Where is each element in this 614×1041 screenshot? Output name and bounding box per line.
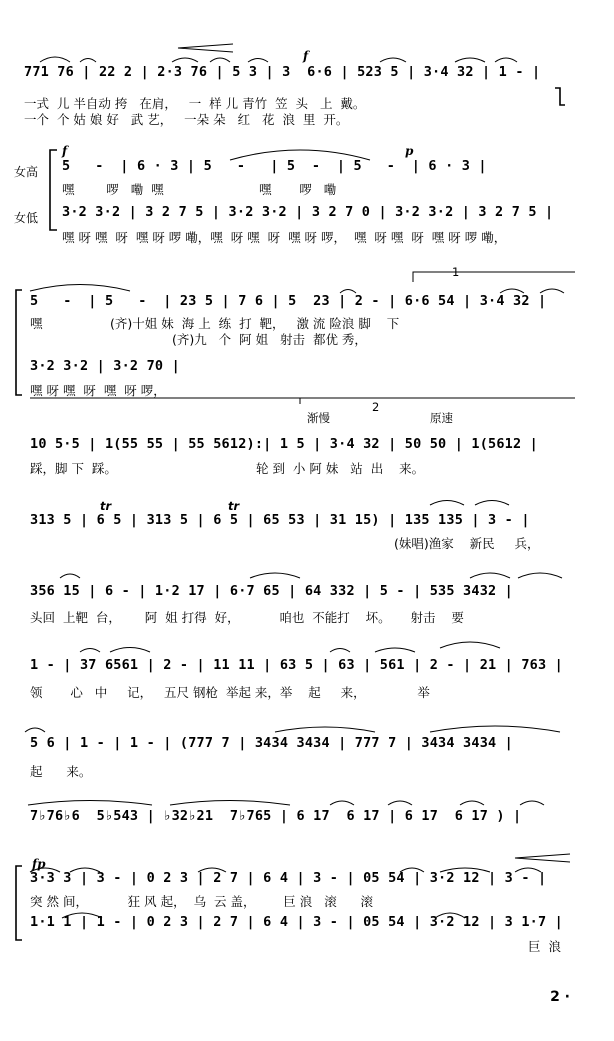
system3-lyrics-verse2: (齐)九 个 阿 姐 射击 都优 秀， xyxy=(172,332,367,347)
system4-lyrics: 踩，脚 下 踩。 轮 到 小 阿 妹 站 出 来。 xyxy=(30,461,425,476)
system2-soprano-melody: 5 - | 6 · 3 | 5 - | 5 - | 5 - | 6 · 3 | xyxy=(62,158,487,174)
dynamic-forte: f xyxy=(62,144,68,158)
system4-melody: 10 5·5 | 1(55 55 | 55 5612):| 1 5 | 3·4 32 | 50 50 | 1(5612 | xyxy=(30,436,538,452)
system6-lyrics: 头回 上靶 台， 阿 姐 打得 好， 咱也 不能打 坏。 射击 要 xyxy=(30,610,464,625)
dynamic-forte-piano: fp xyxy=(32,857,46,871)
system2-soprano-lyrics: 嘿 啰 嘞 嘿 嘿 啰 嘞 xyxy=(62,182,337,197)
system8-lyrics: 起 来。 xyxy=(30,764,92,779)
trill-mark: tr xyxy=(100,499,112,513)
system3-lyrics-verse1: 嘿 (齐)十姐 妹 海 上 练 打 靶， 激 流 险浪 脚 下 xyxy=(30,316,400,331)
system3-lower-lyrics: 嘿 呀 嘿 呀 嘿 呀 啰， xyxy=(30,383,166,398)
tempo-a-tempo: 原速 xyxy=(430,411,453,425)
voice-label-alto: 女低 xyxy=(14,211,39,225)
page-number: 2 · xyxy=(550,989,570,1005)
system2-alto-lyrics: 嘿 呀 嘿 呀 嘿 呀 啰 嘞，嘿 呀 嘿 呀 嘿 呀 啰， 嘿 呀 嘿 呀 嘿 呀 啰 嘞， xyxy=(62,230,507,245)
voice-label-soprano: 女高 xyxy=(14,165,39,179)
tempo-ritardando: 渐慢 xyxy=(307,411,330,425)
system8-melody: 5 6 | 1 - | 1 - | (777 7 | 3434 3434 | 777 7 | 3434 3434 | xyxy=(30,735,514,751)
system10-upper-lyrics: 突 然 间， 狂 风 起， 乌 云 盖， 巨 浪 滚 滚 xyxy=(30,894,374,909)
dynamic-forte: f xyxy=(303,49,309,63)
system1-lyrics-verse2: 一个 个 姑 娘 好 武 艺， 一朵 朵 红 花 浪 里 开。 xyxy=(24,112,349,127)
system10-lower-lyrics: 巨 浪 xyxy=(528,939,561,954)
dynamic-piano: p xyxy=(405,144,414,158)
system1-melody: 771 76 | 22 2 | 2·3 76 | 5 3 | 3 6·6 | 523 5 | 3·4 32 | 1 - | xyxy=(24,64,541,80)
system3-upper-melody: 5 - | 5 - | 23 5 | 7 6 | 5 23 | 2 - | 6·6 54 | 3·4 32 | xyxy=(30,293,547,309)
system10-lower-melody: 1·1 1 | 1 - | 0 2 3 | 2 7 | 6 4 | 3 - | 05 54 | 3·2 12 | 3 1·7 | xyxy=(30,914,563,930)
volta-2-label: 2 xyxy=(372,400,380,414)
system5-lyrics: (妹唱)渔家 新民 兵， xyxy=(394,536,540,551)
system2-alto-melody: 3·2 3·2 | 3 2 7 5 | 3·2 3·2 | 3 2 7 0 | 3·2 3·2 | 3 2 7 5 | xyxy=(62,204,554,220)
system5-melody: 313 5 | 6 5 | 313 5 | 6 5 | 65 53 | 31 15) | 135 135 | 3 - | xyxy=(30,512,530,528)
trill-mark: tr xyxy=(228,499,240,513)
system10-upper-melody: 3·3 3 | 3 - | 0 2 3 | 2 7 | 6 4 | 3 - | 05 54 | 3·2 12 | 3 - | xyxy=(30,870,547,886)
system9-melody: 7♭76♭6 5♭543 | ♭32♭21 7♭765 | 6 17 6 17 | 6 17 6 17 ) | xyxy=(30,808,522,824)
system7-lyrics: 领 心 中 记， 五尺 钢枪 举起 来，举 起 来， 举 xyxy=(30,685,430,700)
system3-lower-melody: 3·2 3·2 | 3·2 70 | xyxy=(30,358,180,374)
system7-melody: 1 - | 37 6561 | 2 - | 11 11 | 63 5 | 63 | 561 | 2 - | 21 | 763 | xyxy=(30,657,563,673)
system1-lyrics-verse1: 一式 儿 半自动 挎 在肩， 一 样 儿 青竹 笠 头 上 戴。 xyxy=(24,96,366,111)
volta-1-label: 1 xyxy=(452,265,460,279)
system6-melody: 356 15 | 6 - | 1·2 17 | 6·7 65 | 64 332 | 5 - | 535 3432 | xyxy=(30,583,514,599)
